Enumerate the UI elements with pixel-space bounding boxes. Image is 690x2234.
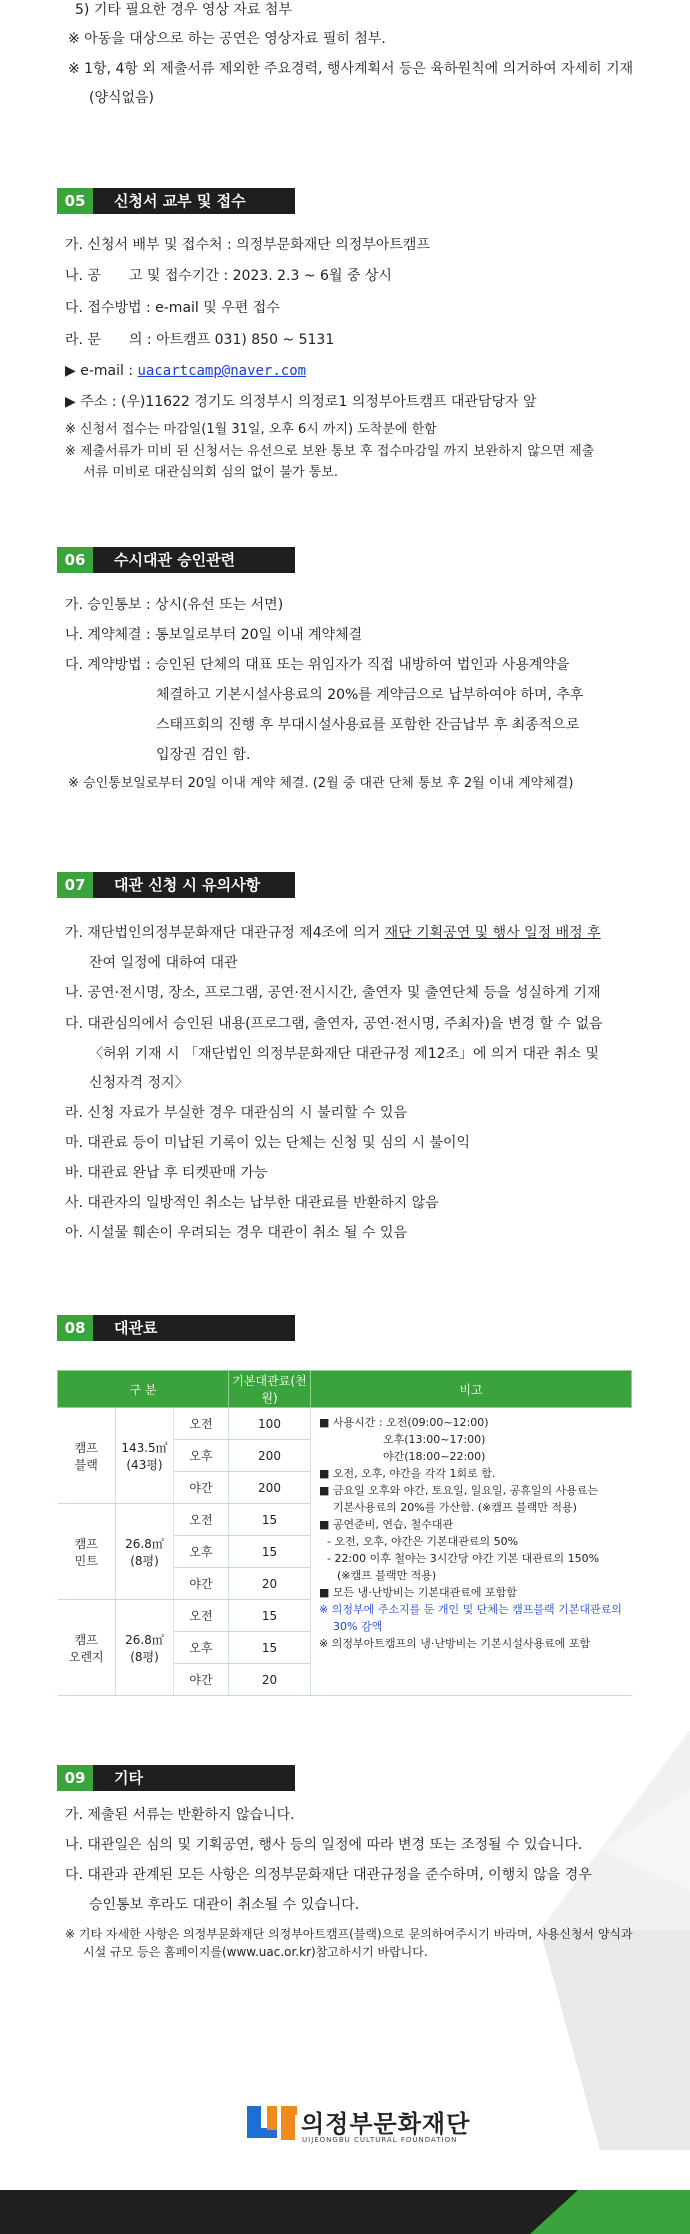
section-09-header xyxy=(57,1765,295,1791)
time-slot: 오전 xyxy=(174,1504,229,1536)
venue-mint-name: 캠프 민트 xyxy=(74,1536,98,1568)
fee-value: 15 xyxy=(229,1632,311,1664)
time-slot: 야간 xyxy=(174,1568,229,1600)
s09-line-3: 다. 대관과 관계된 모든 사항은 의정부문화재단 대관규정을 준수하며, 이행치 않을 경우 xyxy=(65,1867,592,1883)
remark-line: ■ 오전, 오후, 야간을 각각 1회로 함. xyxy=(319,1467,496,1480)
intro-line-1: 5) 기타 필요한 경우 영상 자료 첨부 xyxy=(75,2,292,18)
s09-note-1: ※ 기타 자세한 사항은 의정부문화재단 의정부아트캠프(블랙)으로 문의하여주시기 바라며, 사용신청서 양식과 xyxy=(65,1927,633,1941)
remark-line: 기본사용료의 20%를 가산함. (※캠프 블랙만 적용) xyxy=(333,1501,577,1514)
s05-note-3: 서류 미비로 대관심의회 심의 없이 불가 통보. xyxy=(83,465,338,480)
s07-line-2: 잔여 일정에 대하여 대관 xyxy=(89,955,238,971)
logo-name: 의정부문화재단 xyxy=(301,2110,471,2138)
s07-line-1a: 가. 재단법인의정부문화재단 대관규정 제4조에 의거 xyxy=(65,925,385,941)
s09-line-2: 나. 대관일은 심의 및 기획공연, 행사 등의 일정에 따라 변경 또는 조정될 수 있습니다. xyxy=(65,1837,583,1853)
s06-line-6: 입장권 검인 함. xyxy=(156,747,251,763)
section-07-title: 대관 신청 시 유의사항 xyxy=(114,876,261,894)
header-category: 구 분 xyxy=(58,1371,229,1408)
s07-line-1 xyxy=(65,923,601,943)
remark-line: 오후(13:00~17:00) xyxy=(383,1433,486,1446)
venue-name xyxy=(58,1408,116,1504)
fee-table-header xyxy=(58,1371,632,1408)
s07-line-1b: 재단 기획공연 및 행사 일정 배정 후 xyxy=(384,925,601,941)
s07-line-7: 라. 신청 자료가 부실한 경우 대관심의 시 불리할 수 있음 xyxy=(65,1105,408,1121)
section-09-title: 기타 xyxy=(114,1769,143,1787)
intro-line-3: ※ 1항, 4항 외 제출서류 제외한 주요경력, 행사계획서 등은 육하원칙에 의거하여 자세히 기재 xyxy=(68,61,634,77)
fee-value: 20 xyxy=(229,1568,311,1600)
venue-name xyxy=(58,1504,116,1600)
logo-sub: UIJEONGBU CULTURAL FOUNDATION xyxy=(302,2136,458,2144)
section-06-number: 06 xyxy=(57,547,93,573)
remark-line: ■ 사용시간 : 오전(09:00~12:00) xyxy=(319,1416,489,1429)
venue-area xyxy=(116,1600,174,1696)
fee-value: 15 xyxy=(229,1504,311,1536)
remark-line: ■ 금요일 오후와 야간, 토요일, 일요일, 공휴일의 사용료는 xyxy=(319,1484,599,1497)
remark-line: - 22:00 이후 철야는 3시간당 야간 기본 대관료의 150% xyxy=(327,1552,600,1565)
fee-value: 20 xyxy=(229,1664,311,1696)
s07-line-9: 바. 대관료 완납 후 티켓판매 가능 xyxy=(65,1165,268,1181)
remark-line: ※ 의정부아트캠프의 냉·난방비는 기본시설사용료에 포함 xyxy=(319,1637,591,1650)
s06-line-3: 다. 계약방법 : 승인된 단체의 대표 또는 위임자가 직접 내방하여 법인과 사용계약을 xyxy=(65,657,570,673)
fee-value: 15 xyxy=(229,1536,311,1568)
s09-line-4: 승인통보 후라도 대관이 취소될 수 있습니다. xyxy=(89,1897,360,1913)
header-fee: 기본대관료(천원) xyxy=(229,1371,311,1408)
remark-line: - 오전, 오후, 야간은 기본대관료의 50% xyxy=(327,1535,519,1548)
remark-line: (※캠프 블랙만 적용) xyxy=(337,1569,437,1582)
s05-line-2: 나. 공 고 및 접수기간 : 2023. 2.3 ~ 6월 중 상시 xyxy=(65,268,392,284)
section-05-title: 신청서 교부 및 접수 xyxy=(114,192,246,210)
venue-black-name: 캠프 블랙 xyxy=(74,1440,98,1472)
table-row xyxy=(58,1408,632,1440)
fee-value: 200 xyxy=(229,1440,311,1472)
s05-line-3: 다. 접수방법 : e-mail 및 우편 접수 xyxy=(65,300,280,316)
section-09-number: 09 xyxy=(57,1765,93,1791)
s07-line-3: 나. 공연·전시명, 장소, 프로그램, 공연·전시시간, 출연자 및 출연단체 등을 성실하게 기재 xyxy=(65,985,601,1001)
s06-line-5: 스태프회의 진행 후 부대시설사용료를 포함한 잔금납부 후 최종적으로 xyxy=(156,717,580,733)
section-06-header xyxy=(57,547,295,573)
time-slot: 오전 xyxy=(174,1408,229,1440)
venue-orange-name: 캠프 오렌지 xyxy=(68,1632,104,1664)
s07-line-4: 다. 대관심의에서 승인된 내용(프로그램, 출연자, 공연·전시명, 주최자)을 변경 할 수 없음 xyxy=(65,1016,603,1032)
fee-value: 15 xyxy=(229,1600,311,1632)
fee-table xyxy=(57,1370,632,1696)
section-06-title: 수시대관 승인관련 xyxy=(114,551,236,569)
section-07-number: 07 xyxy=(57,872,93,898)
venue-orange-area: 26.8㎡ (8평) xyxy=(125,1632,164,1664)
time-slot: 야간 xyxy=(174,1472,229,1504)
remark-line: 30% 감액 xyxy=(333,1620,383,1633)
s06-line-2: 나. 계약체결 : 통보일로부터 20일 이내 계약체결 xyxy=(65,627,363,643)
time-slot: 오후 xyxy=(174,1440,229,1472)
section-05-number: 05 xyxy=(57,188,93,214)
remark-line: ※ 의정부에 주소지를 둔 개인 및 단체는 캠프블랙 기본대관료의 xyxy=(319,1603,622,1616)
header-remarks: 비고 xyxy=(311,1371,632,1408)
remarks-cell xyxy=(311,1408,632,1696)
s05-line-6: ▶ 주소 : (우)11622 경기도 의정부시 의정로1 의정부아트캠프 대관담당자 앞 xyxy=(65,394,537,410)
remark-line: ■ 공연준비, 연습, 철수대관 xyxy=(319,1518,454,1531)
email-link[interactable]: uacartcamp@naver.com xyxy=(137,363,307,379)
venue-black-area: 143.5㎡ (43평) xyxy=(121,1440,168,1472)
venue-mint-area: 26.8㎡ (8평) xyxy=(125,1536,164,1568)
section-07-header xyxy=(57,872,295,898)
venue-name xyxy=(58,1600,116,1696)
fee-value: 200 xyxy=(229,1472,311,1504)
section-08-number: 08 xyxy=(57,1315,93,1341)
s07-line-10: 사. 대관자의 일방적인 취소는 납부한 대관료를 반환하지 않음 xyxy=(65,1195,439,1211)
s05-email-row xyxy=(65,361,306,381)
section-05-header xyxy=(57,188,295,214)
s07-line-8: 마. 대관료 등이 미납된 기록이 있는 단체는 신청 및 심의 시 불이익 xyxy=(65,1135,471,1151)
s07-line-5: 〈허위 기재 시 「재단법인 의정부문화재단 대관규정 제12조」에 의거 대관 취소 및 xyxy=(89,1046,600,1062)
s09-note-2: 시설 규모 등은 홈페이지를(www.uac.or.kr)참고하시기 바랍니다. xyxy=(83,1945,428,1959)
venue-area xyxy=(116,1408,174,1504)
email-label: ▶ e-mail : xyxy=(65,363,138,379)
s05-line-1: 가. 신청서 배부 및 접수처 : 의정부문화재단 의정부아트캠프 xyxy=(65,237,430,253)
venue-area xyxy=(116,1504,174,1600)
s06-line-1: 가. 승인통보 : 상시(유선 또는 서면) xyxy=(65,597,284,613)
s05-note-2: ※ 제출서류가 미비 된 신청서는 유선으로 보완 통보 후 접수마감일 까지 보완하지 않으면 제출 xyxy=(65,444,595,459)
s09-line-1: 가. 제출된 서류는 반환하지 않습니다. xyxy=(65,1807,295,1823)
time-slot: 오후 xyxy=(174,1632,229,1664)
remark-line: ■ 모든 냉·난방비는 기본대관료에 포함함 xyxy=(319,1586,517,1599)
s05-note-1: ※ 신청서 접수는 마감일(1월 31일, 오후 6시 까지) 도착분에 한함 xyxy=(65,422,437,437)
section-08-title: 대관료 xyxy=(114,1319,158,1337)
fee-value: 100 xyxy=(229,1408,311,1440)
logo-mark-icon xyxy=(245,2100,297,2150)
time-slot: 오후 xyxy=(174,1536,229,1568)
s05-line-4: 라. 문 의 : 아트캠프 031) 850 ~ 5131 xyxy=(65,332,335,348)
time-slot: 오전 xyxy=(174,1600,229,1632)
s06-note-1: ※ 승인통보일로부터 20일 이내 계약 체결. (2월 중 대관 단체 통보 후 2월 이내 계약체결) xyxy=(68,776,574,791)
intro-line-4: (양식없음) xyxy=(89,90,155,106)
intro-line-2: ※ 아동을 대상으로 하는 공연은 영상자료 필히 첨부. xyxy=(68,31,386,47)
time-slot: 야간 xyxy=(174,1664,229,1696)
remark-line: 야간(18:00~22:00) xyxy=(383,1450,486,1463)
s07-line-6: 신청자격 정지〉 xyxy=(89,1075,189,1091)
s06-line-4: 체결하고 기본시설사용료의 20%를 계약금으로 납부하여야 하며, 추후 xyxy=(156,687,584,703)
section-08-header xyxy=(57,1315,295,1341)
s07-line-11: 아. 시설물 훼손이 우려되는 경우 대관이 취소 될 수 있음 xyxy=(65,1225,408,1241)
